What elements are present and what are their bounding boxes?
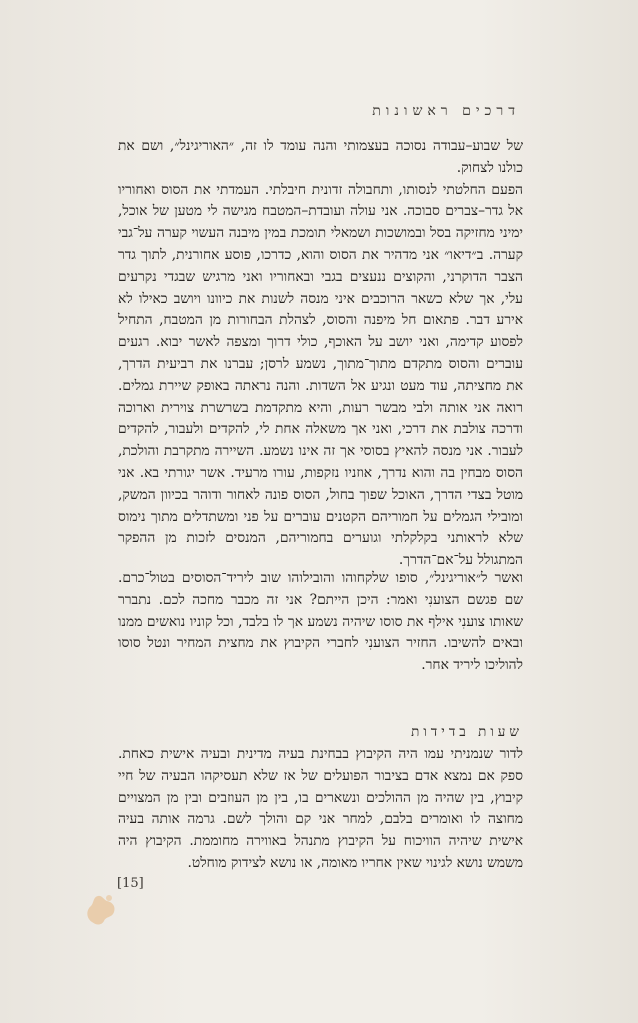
paragraph: לדור שנמניתי עמו היה הקיבוץ בבחינת בעיה מדינית ובעיה אישית כאחת. ספק אם נמצא אדם בציבור הפועלים של אז שלא תעסיקהו הבעיה של חיי קיבוץ, בין שהיה מן ההולכים ונשארים בו, בין מן העוזבים ובין מן המצויים מחוצה לו ואומרים בלבם, למחר אני קם והולך לשם. גרמה אותה בעיה אישית שיהיה הוויכוח על הקיבוץ מתנהל באווירה מחוממת. הקיבוץ היה משמש נושא לגינוי שאין אחריו מאומה, או נושא לצידוק מוחלט.	[118, 746, 523, 871]
text-block-3	[118, 744, 523, 875]
paper-stain-mark	[82, 888, 120, 928]
section-heading: שעות בדידות	[411, 724, 523, 740]
paragraph: הפעם החלטתי לנסותו, ותחבולה זדונית חיבלתי. העמדתי את הסוס ואחוריו אל גדר–צברים סבוכה. אני עולה ועובדת–המטבח מגישה לי מטען של אוכל, ימיני מחזיקה בסל ובמושכות ושמאלי תומכת במין מיבנה העשוי קערה על־גבי קערה. ב״דיאו״ אני מדהיר את הסוס והוא, כדרכו, פוסע אחורנית, לתוך גדר הצבר הדוקרני, והקוצים ננעצים בגבי ובאחוריו ואני מרגיש שבגדי נקרעים עלי, אך שלא כשאר הרוכבים איני מנסה לשנות את כיוונו ויושב כאילו לא אירע דבר. פתאום חל מיפנה והסוס, לצהלת הבחורות מן המטבח, התחיל לפסוע קדימה, ואני יושב על האוכף, כולי דרוך ומצפה לאשר יבוא. רגעים עוברים והסוס מתקדם מתוך־מתוך, נשמע לרסן; עברנו את רביעית הדרך, את מחציתה, עוד מעט ונגיע אל השדות. והנה נראתה באופק שיירת גמלים. רואה אני אותה ולבי מבשר רעות, והיא מתקדמת בשרשרת צוירית וארוכה ודרכה צולבת את דרכי, ואני אך משאלה אחת לי, להקדים ולעבור, להקדים לעבור. אני מנסה להאיץ בסוסי אך זה אינו נשמע. השיירה מתקרבת והולכת, הסוס מבחין בה והוא נדרך, אוזניו נזקפות, עורו מרעיד. אשר יגורתי בא. אני מוטל בצדי הדרך, האוכל שפוך בחול, הסוס פונה לאחור ודוהר בכיוון המשק, ומובילי הגמלים על חמוריהם הקטנים עוברים על פני ומשתדלים מתוך נימוס שלא לראותני בקלקלתי וגוערים בחמוריהם, המנסים לזכות מן ההפקר המתגולל על־אם־הדרך.	[118, 181, 523, 569]
running-head: דרכים ראשונות	[372, 103, 520, 119]
text-block-2	[118, 568, 523, 677]
paragraph: ואשר ל״אוריגינל״, סופו שלקחוהו והובילוהו שוב ליריד־הסוסים בטול־כרם. שם פגשם הצוענִי ואמר: היכן הייתם? אני זה מכבר מחכה לכם. נתברר שאותו צוענִי אילף את סוסו שיהיה נשמע אך לו בלבד, וכל קוניו נואשים ממנו ובאים להשיבו. החזיר הצוענִי לחברי הקיבוץ את מחצית המחיר ונטל סוסו להוליכו ליריד אחר.	[118, 570, 523, 674]
paragraph: של שבוע–עבודה נסוכה בעצמותי והנה עומד לו זה, ״האוריגינל״, ושם את כולנו לצחוק.	[118, 138, 523, 176]
text-block-1	[118, 136, 523, 572]
page-number: [15]	[117, 876, 144, 891]
